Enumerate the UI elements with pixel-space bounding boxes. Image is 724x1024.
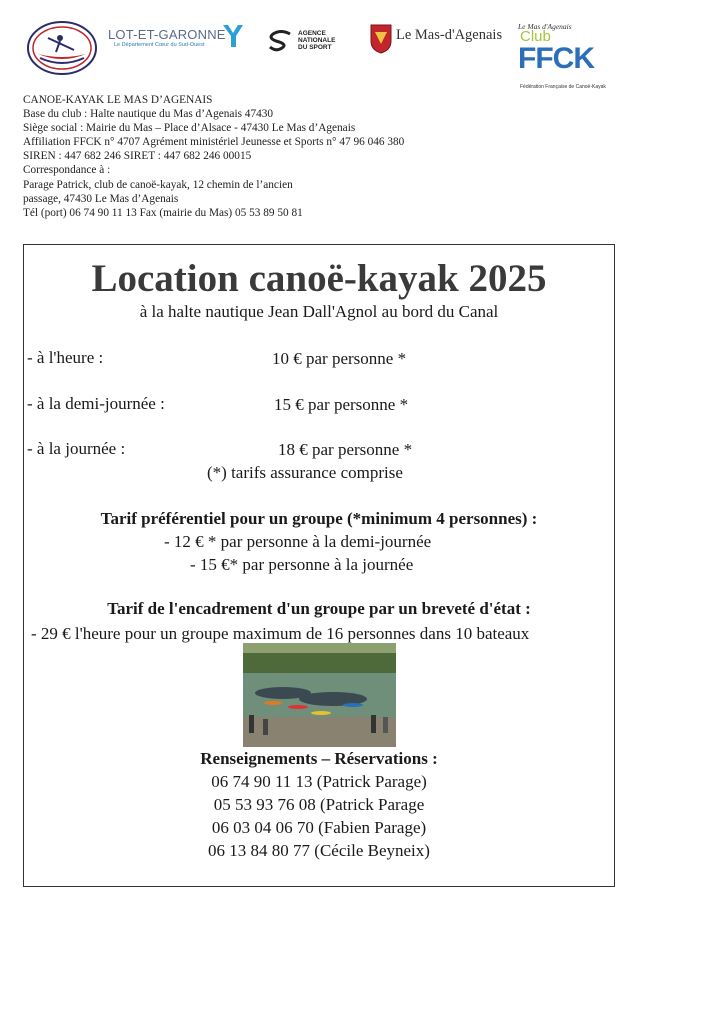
ans-line-2: NATIONALE bbox=[298, 37, 336, 44]
page-title: Location canoë-kayak 2025 bbox=[91, 257, 547, 300]
price-value-half-day: 15 € par personne * bbox=[274, 395, 409, 414]
price-value-hour: 10 € par personne * bbox=[272, 349, 407, 368]
contact-line: 05 53 93 76 08 (Patrick Parage bbox=[213, 795, 425, 814]
contact-line: 06 13 84 80 77 (Cécile Beyneix) bbox=[208, 841, 430, 860]
group-rate-title: Tarif préférentiel pour un groupe (*minimum 4 personnes) : bbox=[100, 509, 538, 528]
ffck-club-label: Club bbox=[520, 28, 551, 45]
club-logo bbox=[26, 20, 98, 76]
price-label-hour: - à l'heure : bbox=[27, 348, 104, 367]
insurance-note: (*) tarifs assurance comprise bbox=[207, 463, 403, 482]
header-line: Siège social : Mairie du Mas – Place d’Alsace - 47430 Le Mas d’Agenais bbox=[23, 122, 356, 135]
group-rate-day: - 15 €* par personne à la journée bbox=[190, 555, 414, 574]
canoe-group-photo bbox=[243, 643, 396, 747]
price-value-day: 18 € par personne * bbox=[278, 440, 413, 459]
header-line: passage, 47430 Le Mas d’Agenais bbox=[23, 192, 179, 205]
ans-s-icon bbox=[268, 30, 294, 52]
ffck-subtitle: Fédération Française de Canoë-Kayak bbox=[520, 84, 606, 90]
ffck-logo bbox=[514, 20, 614, 98]
price-label-day: - à la journée : bbox=[27, 439, 126, 458]
mas-dagenais-label: Le Mas-d'Agenais bbox=[396, 27, 503, 43]
header-line: Correspondance à : bbox=[23, 164, 111, 177]
header-line: CANOE-KAYAK LE MAS D’AGENAIS bbox=[23, 94, 213, 106]
header-line: Parage Patrick, club de canoë-kayak, 12 chemin de l’ancien bbox=[23, 178, 293, 191]
ffck-wordmark: FFCK bbox=[518, 42, 594, 75]
supervision-rate-title: Tarif de l'encadrement d'un groupe par un breveté d'état : bbox=[107, 599, 531, 618]
club-info-header bbox=[23, 93, 483, 220]
ans-logo bbox=[268, 28, 364, 54]
lot-et-garonne-y-icon bbox=[222, 24, 244, 48]
ffck-top-label: Le Mas d'Agenais bbox=[518, 22, 572, 31]
header-line: SIREN : 447 682 246 SIRET : 447 682 246 00015 bbox=[23, 150, 252, 163]
lot-et-garonne-logo bbox=[108, 26, 248, 56]
contact-line: 06 74 90 11 13 (Patrick Parage) bbox=[211, 772, 427, 791]
supervision-rate-line: - 29 € l'heure pour un groupe maximum de 16 personnes dans 10 bateaux bbox=[31, 624, 530, 643]
header-line: Affiliation FFCK n° 4707 Agrément ministériel Jeunesse et Sports n° 47 96 046 380 bbox=[23, 136, 405, 149]
lot-et-garonne-subtitle: Le Département Cœur du Sud-Ouest bbox=[114, 42, 205, 48]
group-rate-half-day: - 12 € * par personne à la demi-journée bbox=[164, 532, 432, 551]
ans-line-1: AGENCE bbox=[298, 30, 326, 37]
page-subtitle: à la halte nautique Jean Dall'Agnol au bord du Canal bbox=[139, 302, 499, 321]
ans-line-3: DU SPORT bbox=[298, 44, 332, 51]
header-line: Tél (port) 06 74 90 11 13 Fax (mairie du Mas) 05 53 89 50 81 bbox=[23, 206, 303, 219]
contact-line: 06 03 04 06 70 (Fabien Parage) bbox=[211, 818, 427, 837]
mas-dagenais-logo bbox=[370, 24, 503, 58]
coat-of-arms-icon bbox=[370, 24, 392, 54]
header-line: Base du club : Halte nautique du Mas d’Agenais 47430 bbox=[23, 108, 274, 121]
lot-et-garonne-title: LOT-ET-GARONNE bbox=[108, 27, 226, 42]
price-label-half-day: - à la demi-journée : bbox=[27, 394, 165, 413]
contact-title: Renseignements – Réservations : bbox=[200, 749, 438, 768]
